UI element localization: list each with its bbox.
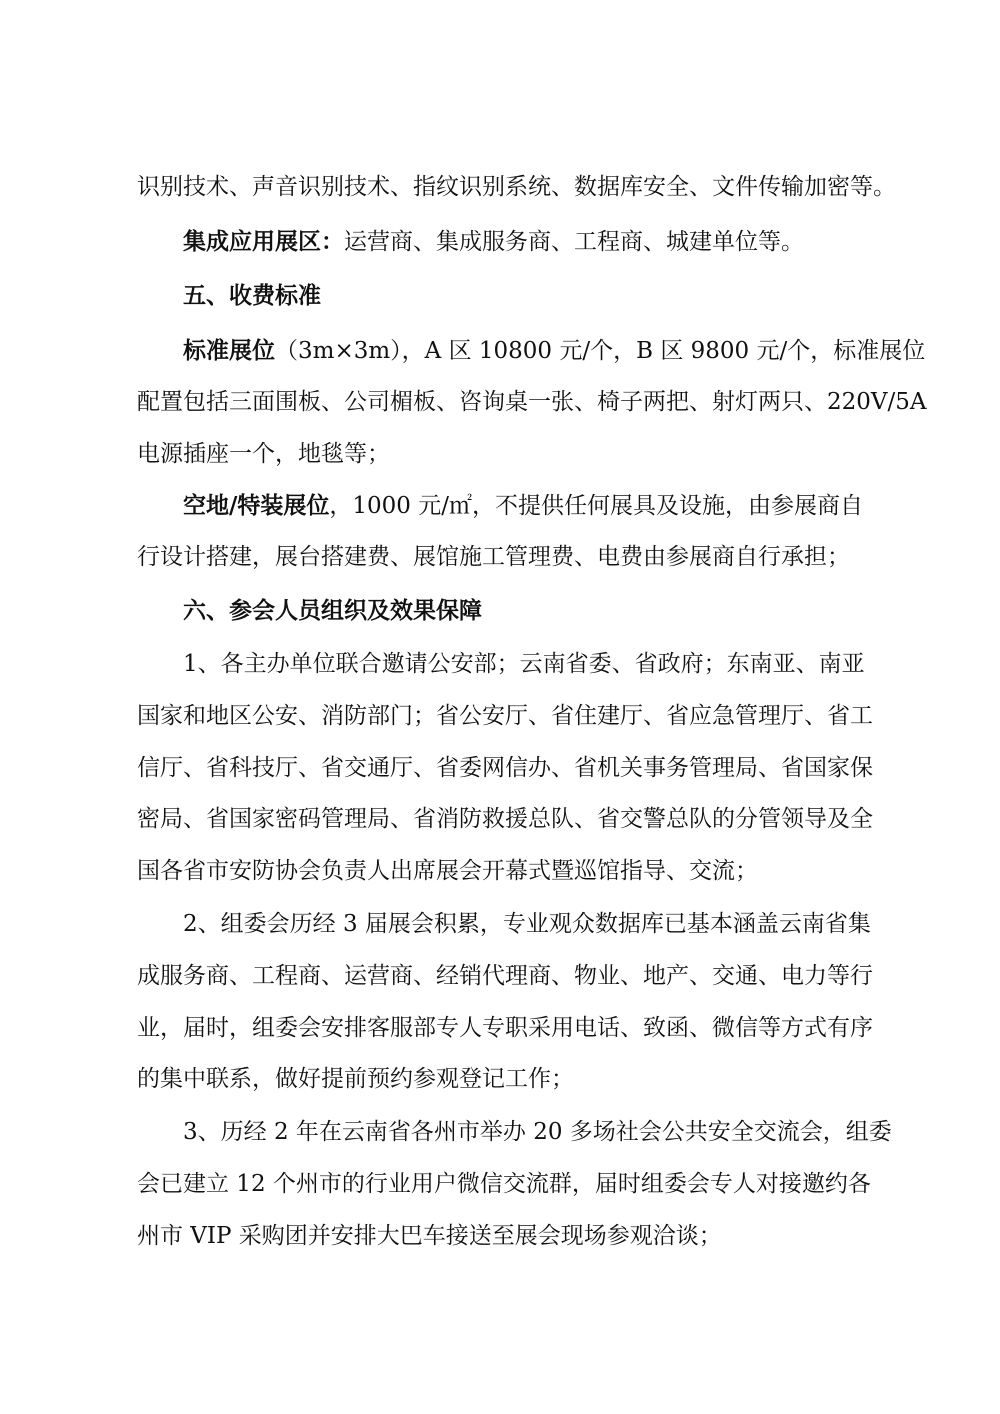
standard-booth-line-3: 电源插座一个，地毯等；	[137, 441, 390, 467]
raw-space-line-1	[183, 490, 863, 522]
integration-zone-text: 运营商、集成服务商、工程商、城建单位等。	[344, 229, 804, 255]
item-2-line-2: 成服务商、工程商、运营商、经销代理商、物业、地产、交通、电力等行	[137, 963, 873, 989]
raw-space-label: 空地/特装展位	[183, 492, 330, 519]
item-2-line-1: 2、组委会历经 3 届展会积累，专业观众数据库已基本涵盖云南省集	[183, 911, 871, 937]
item-1-line-3: 信厅、省科技厅、省交通厅、省委网信办、省机关事务管理局、省国家保	[137, 755, 873, 781]
item-3-line-3: 州市 VIP 采购团并安排大巴车接送至展会现场参观洽谈；	[137, 1223, 722, 1249]
raw-space-text: ，1000 元/㎡，不提供任何展具及设施，由参展商自	[329, 493, 863, 519]
tech-list-tail-line: 识别技术、声音识别技术、指纹识别系统、数据库安全、文件传输加密等。	[137, 174, 896, 200]
item-2-line-3: 业，届时，组委会安排客服部专人专职采用电话、致函、微信等方式有序	[137, 1015, 873, 1041]
raw-space-line-2: 行设计搭建，展台搭建费、展馆施工管理费、电费由参展商自行承担；	[137, 544, 850, 570]
item-3-line-1: 3、历经 2 年在云南省各州市举办 20 多场社会公共安全交流会，组委	[183, 1119, 892, 1145]
standard-booth-label: 标准展位	[183, 337, 275, 364]
integration-zone-label: 集成应用展区：	[183, 228, 344, 255]
standard-booth-text: （3m×3m），A 区 10800 元/个，B 区 9800 元/个，标准展位	[275, 338, 926, 364]
item-2-line-4: 的集中联系，做好提前预约参观登记工作；	[137, 1066, 574, 1092]
section-heading-fees: 五、收费标准	[183, 282, 321, 309]
standard-booth-line-2: 配置包括三面围板、公司楣板、咨询桌一张、椅子两把、射灯两只、220V/5A	[137, 389, 927, 415]
section-heading-attendance: 六、参会人员组织及效果保障	[183, 597, 482, 624]
standard-booth-line-1	[183, 335, 925, 367]
item-3-line-2: 会已建立 12 个州市的行业用户微信交流群，届时组委会专人对接邀约各	[137, 1171, 871, 1197]
item-1-line-1: 1、各主办单位联合邀请公安部；云南省委、省政府；东南亚、南亚	[183, 651, 865, 677]
item-1-line-5: 国各省市安防协会负责人出席展会开幕式暨巡馆指导、交流；	[137, 858, 758, 884]
integration-zone-line	[183, 226, 804, 258]
item-1-line-4: 密局、省国家密码管理局、省消防救援总队、省交警总队的分管领导及全	[137, 806, 873, 832]
item-1-line-2: 国家和地区公安、消防部门；省公安厅、省住建厅、省应急管理厅、省工	[137, 703, 873, 729]
